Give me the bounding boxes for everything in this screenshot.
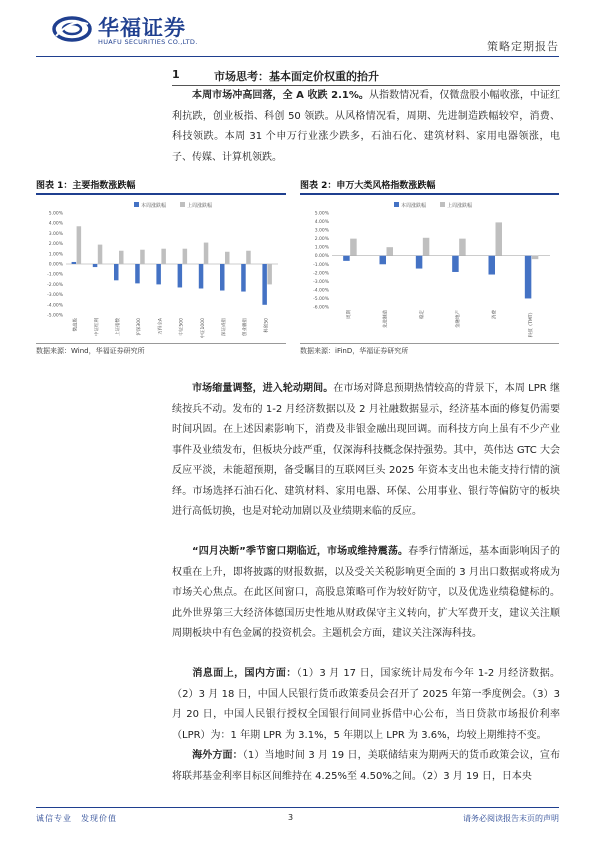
x-tick-label: 中证红利: [94, 318, 100, 336]
y-tick-label: 0.00%: [314, 254, 329, 260]
section-number: 1: [172, 68, 180, 81]
y-tick-label: 2.00%: [314, 237, 329, 243]
bar-last-week: [204, 243, 209, 264]
figure1-source: 数据来源：Wind，华福证券研究所: [36, 347, 145, 355]
bar-this-week: [156, 264, 161, 284]
bar-this-week: [241, 264, 246, 292]
paragraph-lead: 市场缩量调整，进入轮动期间。: [192, 383, 334, 394]
figure1-box: [36, 195, 286, 344]
legend-swatch: [394, 202, 399, 207]
bar-last-week: [77, 226, 82, 264]
footer-divider: [36, 807, 559, 808]
figure1-chart: [36, 195, 286, 343]
footer-disclaimer: 请务必阅读报告末页的声明: [463, 814, 559, 823]
legend-swatch: [180, 202, 185, 207]
bar-this-week: [135, 264, 140, 283]
bar-last-week: [350, 239, 357, 256]
y-tick-label: 2.00%: [48, 242, 63, 248]
legend-label: 上周涨跌幅: [447, 203, 473, 209]
bar-last-week: [459, 239, 466, 256]
legend-label: 上周涨跌幅: [187, 203, 213, 209]
y-tick-label: -3.00%: [313, 279, 329, 285]
paragraph-lead: 海外方面：: [192, 750, 243, 761]
footer-slogan: 诚信专业 发现价值: [36, 814, 117, 823]
page-number: 3: [288, 813, 294, 822]
paragraph-text: 春季行情渐远，基本面影响因子的权重在上升，即将披露的财报数据，以及受关关税影响更全面的 3 月出口数据或将成为市场关心焦点。在此区间窗口，高股息策略可作为较好防守，以及优选业绩稳健标的。此外世界第三大经济体德国历史性地从财政保守主义转向，扩大军费开支，建议关注顺周期板块中有色金属的投资机会。主题机会方面，建议关注深海科技。: [172, 546, 560, 639]
bar-last-week: [183, 249, 188, 264]
figure2-title: 图表 2：申万大类风格指数涨跌幅: [300, 181, 436, 191]
y-tick-label: 4.00%: [314, 220, 329, 226]
legend-label: 本周涨跌幅: [141, 203, 167, 209]
bar-this-week: [93, 264, 98, 267]
bar-this-week: [416, 256, 423, 269]
y-tick-label: -2.00%: [313, 271, 329, 277]
paragraph-lead: 本周市场冲高回落，全 A 收跌 2.1%。: [192, 90, 369, 101]
report-type: 策略定期报告: [487, 40, 559, 53]
bar-this-week: [452, 256, 459, 272]
bar-last-week: [532, 256, 539, 259]
paragraph-text: 在市场对降息预期热情较高的背景下，本周 LPR 继续按兵不动。发布的 1-2 月经济数据以及 2 月社融数据显示，经济基本面的修复仍需要时间巩固。在上述因素影响下，消费及非银金融出现回调。而科技方向上虽有不少产业事件及业绩发布，但板块分歧严重，仅深海科技概念保持强势。其中，英伟达 GTC 大会反应平淡，未能超预期，备受瞩目的互联网巨头 2025 年资本支出也未能支持行情的演绎。市场选择石油石化、建筑材料、家用电器、环保、公用事业、银行等偏防守的板块进行高低切换，也是对轮动加剧以及业绩期来临的反应。: [172, 383, 560, 517]
x-tick-label: 科创50: [264, 318, 270, 333]
y-tick-label: 3.00%: [48, 231, 63, 237]
page-header: [0, 0, 595, 58]
x-tick-label: 消费: [492, 310, 498, 319]
x-tick-label: 沪深300: [137, 318, 143, 336]
paragraph-text: 从指数情况看，仅微盘股小幅收涨，中证红利抗跌，创业板指、科创 50 领跌。从风格情况看，周期、先进制造跌幅较窄，消费、科技领跌。本周 31 个申万行业涨少跌多，石油石化、建筑材料、家用电器领涨，电子、传媒、计算机领跌。: [172, 90, 561, 163]
y-tick-label: 3.00%: [314, 228, 329, 234]
figure2-box: [300, 195, 559, 344]
paragraph-lead: “四月决断”季节窗口期临近，市场或维持震荡。: [192, 546, 409, 557]
y-tick-label: 1.00%: [314, 245, 329, 251]
bar-last-week: [161, 249, 166, 264]
bar-this-week: [114, 264, 119, 280]
y-tick-label: -4.00%: [313, 288, 329, 294]
x-tick-label: 万得全A: [158, 318, 164, 335]
bar-this-week: [220, 264, 225, 291]
bar-last-week: [225, 252, 230, 264]
figure1-title-bar: [36, 175, 286, 195]
paragraph-rotation: [172, 379, 560, 523]
bar-last-week: [496, 222, 503, 255]
header-divider: [36, 56, 559, 57]
y-tick-label: 4.00%: [48, 221, 63, 227]
y-tick-label: -5.00%: [313, 296, 329, 302]
x-tick-label: 周期: [347, 310, 353, 319]
x-tick-label: 科技（TMT）: [528, 310, 534, 338]
bar-this-week: [525, 256, 532, 299]
bar-last-week: [267, 264, 272, 284]
legend-label: 本周涨跌幅: [401, 203, 427, 209]
x-tick-label: 先进制造: [383, 310, 389, 328]
brand-name-cn: 华福证券: [98, 16, 186, 40]
section-heading: [172, 66, 560, 86]
x-tick-label: 深证成指: [222, 318, 227, 336]
figure1-title: 图表 1：主要指数涨跌幅: [36, 181, 136, 191]
y-tick-label: -1.00%: [47, 272, 63, 278]
bar-this-week: [489, 256, 496, 275]
figure2-source: 数据来源：iFinD，华福证券研究所: [300, 347, 409, 355]
bar-this-week: [178, 264, 183, 287]
x-tick-label: 中证500: [179, 318, 185, 336]
paragraph-text: （1）当地时间 3 月 19 日，美联储结束为期两天的货币政策会议，宣布将联邦基金利率目标区间维持在 4.25%至 4.50%之间。（2）3 月 19 日，日本央: [172, 750, 560, 782]
brand-name-en: HUAFU SECURITIES CO.,LTD.: [98, 38, 198, 46]
paragraph-april-window: [172, 542, 560, 645]
y-tick-label: 5.00%: [314, 211, 329, 217]
bar-this-week: [72, 262, 77, 264]
y-tick-label: -3.00%: [47, 293, 63, 299]
bar-last-week: [246, 251, 251, 264]
huafu-logo-icon: [52, 16, 92, 42]
figure2-title-bar: [300, 175, 559, 195]
bar-last-week: [140, 250, 145, 264]
paragraph-lead: 消息面上，国内方面：: [192, 668, 297, 679]
x-tick-label: 中证1000: [200, 318, 206, 339]
bar-this-week: [380, 256, 387, 265]
bar-last-week: [98, 245, 103, 264]
bar-this-week: [343, 256, 350, 261]
y-tick-label: -5.00%: [47, 313, 63, 319]
paragraph-domestic-news: [172, 664, 560, 746]
bar-last-week: [387, 247, 394, 256]
paragraph-text: （1）3 月 17 日，国家统计局发布今年 1-2 月经济数据。（2）3 月 18 日，中国人民银行货币政策委员会召开了 2025 年第一季度例会。（3）3 月 20 日，中国人民银行授权全国银行间同业拆借中心公布，当日贷款市场报价利率（LPR）为：1 年期 LPR 为 3.1%，5 年期以上 LPR 为 3.6%，均较上期维持不变。: [172, 668, 560, 741]
bar-this-week: [199, 264, 204, 288]
x-tick-label: 金融地产: [456, 310, 462, 328]
bar-last-week: [423, 238, 430, 256]
x-tick-label: 创业板指: [243, 318, 249, 336]
y-tick-label: -6.00%: [313, 305, 329, 311]
y-tick-label: -2.00%: [47, 282, 63, 288]
y-tick-label: 1.00%: [48, 252, 63, 258]
y-tick-label: 5.00%: [48, 211, 63, 217]
paragraph-market-review: [172, 86, 560, 168]
x-tick-label: 上证指数: [116, 318, 121, 336]
section-title: 市场思考：基本面定价权重的抬升: [214, 70, 379, 83]
figure2-chart: [300, 195, 559, 343]
bar-this-week: [262, 264, 267, 305]
legend-swatch: [134, 202, 139, 207]
bar-last-week: [119, 251, 124, 264]
paragraph-overseas-news: [172, 746, 560, 787]
y-tick-label: -4.00%: [47, 303, 63, 309]
y-tick-label: 0.00%: [48, 262, 63, 268]
x-tick-label: 微盘股: [73, 318, 79, 332]
y-tick-label: -1.00%: [313, 262, 329, 268]
x-tick-label: 稳定: [419, 310, 425, 319]
legend-swatch: [440, 202, 445, 207]
